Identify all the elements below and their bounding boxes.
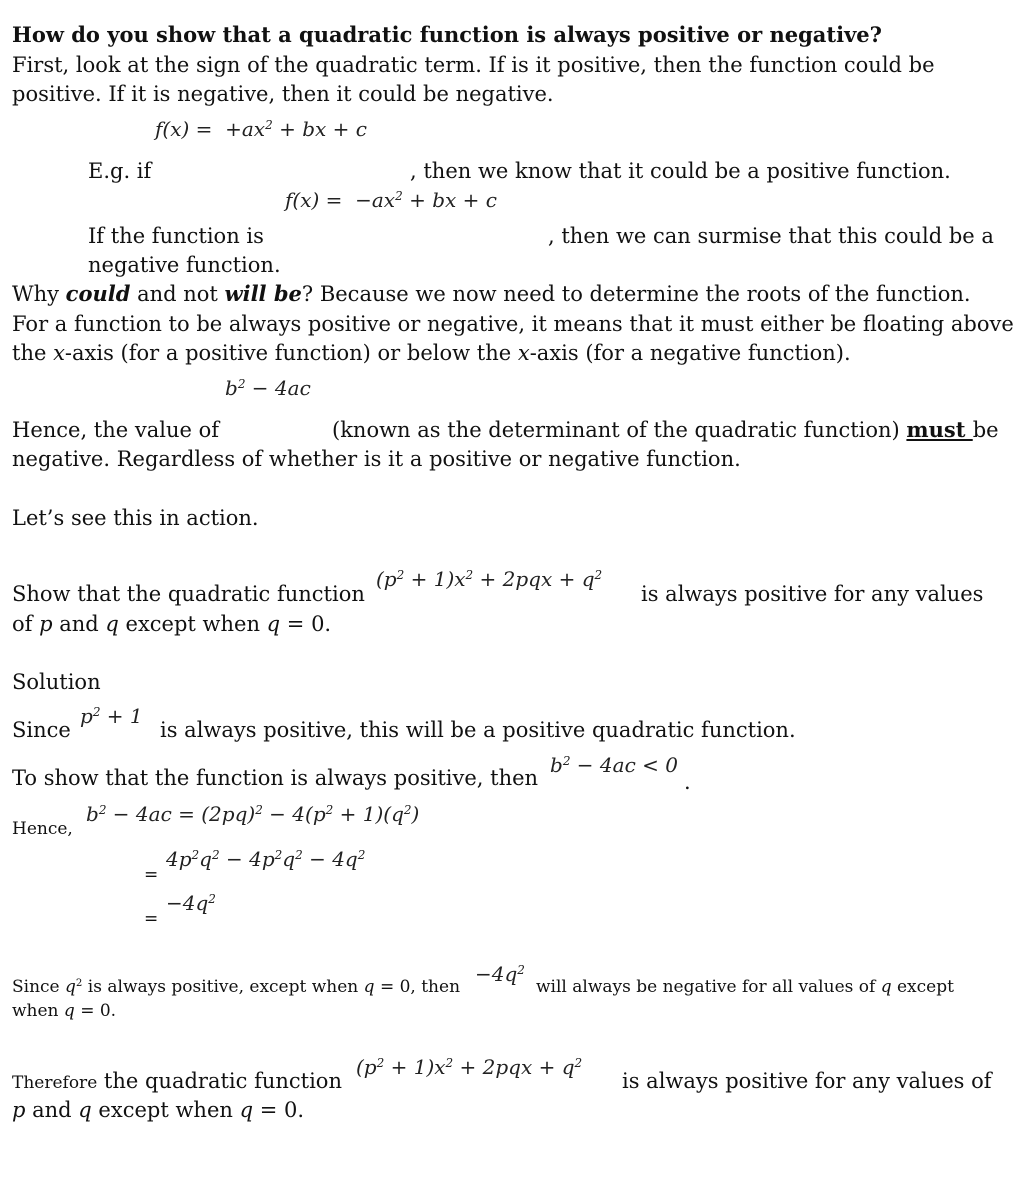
hence-line-2: negative. Regardless of whether is it a positive or negative function.	[12, 447, 741, 471]
since-q-line-1b: will always be negative for all values of q except	[536, 977, 954, 997]
equation-condition: $b^2 - 4ac < 0$	[550, 753, 678, 777]
if-line-2: negative function.	[88, 253, 281, 277]
if-suffix: , then we can surmise that this could be a	[548, 224, 994, 248]
equation-neg-4q2: $-4q^2$	[475, 962, 525, 986]
equation-discriminant: $b^2 - 4ac$	[225, 376, 311, 400]
therefore-line-1b: is always positive for any values of	[622, 1069, 992, 1093]
intro-line-2: positive. If it is negative, then it could be negative.	[12, 82, 554, 106]
page-title: How do you show that a quadratic function is always positive or negative?	[12, 22, 882, 47]
to-show-line: To show that the function is always positive, then	[12, 766, 539, 790]
equation-function-2: $(p^2 + 1)x^2 + 2pqx + q^2$	[356, 1055, 583, 1079]
if-prefix: If the function is	[88, 224, 264, 248]
hence-label: Hence,	[12, 819, 73, 839]
show-line-1a: Show that the quadratic function	[12, 582, 365, 606]
step-2-eq-sign: =	[144, 865, 159, 885]
solution-label: Solution	[12, 670, 101, 694]
equation-negative: $f(x) = -ax^2$ + bx + c	[285, 188, 497, 212]
eg-suffix: , then we know that it could be a positive function.	[410, 159, 951, 183]
since-prefix: Since	[12, 718, 71, 742]
hence-line-1b: (known as the determinant of the quadratic function) must be	[332, 417, 999, 442]
why-line: Why could and not will be? Because we now need to determine the roots of the function.	[12, 281, 971, 306]
show-line-2: of p and q except when q = 0.	[12, 612, 332, 636]
therefore-line-2: p and q except when q = 0.	[12, 1098, 305, 1122]
eg-prefix: E.g. if	[88, 159, 152, 183]
since-q-line-2: when q = 0.	[12, 1001, 117, 1021]
step-2: $4p^2q^2 - 4p^2q^2 - 4q^2$	[166, 847, 366, 871]
step-3: $-4q^2$	[166, 891, 216, 915]
equation-p2-plus-1: $p^2 + 1$	[80, 704, 143, 728]
therefore-line-1a: Therefore the quadratic function	[12, 1069, 342, 1093]
intro-line-1: First, look at the sign of the quadratic term. If is it positive, then the function could be	[12, 53, 935, 77]
since-suffix: is always positive, this will be a positive quadratic function.	[160, 718, 796, 742]
step-1: $b^2 - 4ac = (2pq)^2 - 4(p^2 + 1)(q^2)$	[86, 802, 420, 826]
for-line-2: the x-axis (for a positive function) or below the x-axis (for a negative function).	[12, 341, 851, 365]
since-q-line-1a: Since $q^2$ is always positive, except when q = 0, then	[12, 977, 461, 997]
lets-see: Let’s see this in action.	[12, 506, 259, 530]
hence-line-1: Hence, the value of	[12, 418, 220, 442]
equation-function: $(p^2 + 1)x^2 + 2pqx + q^2$	[376, 567, 603, 591]
step-3-eq-sign: =	[144, 909, 159, 929]
equation-positive: $f(x) = +ax^2$ + bx + c	[155, 117, 367, 141]
for-line-1: For a function to be always positive or negative, it means that it must either be floating above	[12, 312, 1014, 336]
period: .	[684, 770, 691, 794]
show-line-1b: is always positive for any values	[641, 582, 984, 606]
